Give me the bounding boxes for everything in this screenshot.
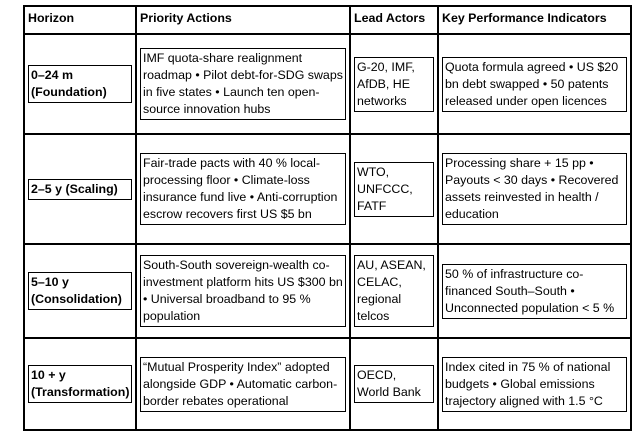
kpis-cell — [439, 135, 632, 245]
table-row — [25, 339, 632, 431]
actors-cell — [351, 339, 439, 431]
horizon-cell — [25, 245, 137, 339]
actions-text: South-South sovereign-wealth co-investment platform hits US $300 bn • Universal broadband to 95 % population — [140, 255, 346, 327]
actors-text: OECD, World Bank — [354, 365, 434, 403]
table-body — [25, 35, 632, 431]
actions-text: “Mutual Prosperity Index” adopted alongside GDP • Automatic carbon-border rebates operational — [140, 357, 346, 412]
actions-text: IMF quota-share realignment roadmap • Pilot debt-for-SDG swaps in five states • Launch ten open-source innovation hubs — [140, 48, 346, 120]
actions-cell — [137, 135, 351, 245]
actions-cell — [137, 339, 351, 431]
header-kpis: Key Performance Indicators — [439, 7, 632, 35]
table-row — [25, 245, 632, 339]
horizon-cell — [25, 339, 137, 431]
actions-text: Fair-trade pacts with 40 % local-processing floor • Climate-loss insurance fund live • Anti-corruption escrow recovers first US $5 bn — [140, 153, 346, 225]
header-row — [25, 7, 632, 35]
table-header — [25, 7, 632, 35]
horizon-cell — [25, 35, 137, 135]
header-lead-actors: Lead Actors — [351, 7, 439, 35]
horizon-text: 10 + y (Transformation) — [28, 365, 132, 403]
kpis-cell — [439, 339, 632, 431]
horizon-text: 5–10 y (Consolidation) — [28, 272, 132, 310]
horizon-cell — [25, 135, 137, 245]
roadmap-table — [23, 5, 632, 431]
actors-text: G-20, IMF, AfDB, HE networks — [354, 57, 434, 112]
actors-text: WTO, UNFCCC, FATF — [354, 162, 434, 217]
actors-cell — [351, 35, 439, 135]
table-row — [25, 135, 632, 245]
horizon-text: 2–5 y (Scaling) — [28, 179, 132, 200]
table-row — [25, 35, 632, 135]
kpis-cell — [439, 35, 632, 135]
kpis-text: Quota formula agreed • US $20 bn debt swapped • 50 patents released under open licences — [442, 57, 627, 112]
kpis-cell — [439, 245, 632, 339]
kpis-text: Processing share + 15 pp • Payouts < 30 days • Recovered assets reinvested in health / education — [442, 153, 627, 225]
actors-cell — [351, 135, 439, 245]
header-priority-actions: Priority Actions — [137, 7, 351, 35]
header-horizon: Horizon — [25, 7, 137, 35]
kpis-text: 50 % of infrastructure co-financed South–South • Unconnected population < 5 % — [442, 264, 627, 319]
kpis-text: Index cited in 75 % of national budgets • Global emissions trajectory aligned with 1.5 °C — [442, 357, 627, 412]
horizon-text: 0–24 m (Foundation) — [28, 65, 132, 103]
actions-cell — [137, 245, 351, 339]
actors-text: AU, ASEAN, CELAC, regional telcos — [354, 255, 434, 327]
actions-cell — [137, 35, 351, 135]
actors-cell — [351, 245, 439, 339]
